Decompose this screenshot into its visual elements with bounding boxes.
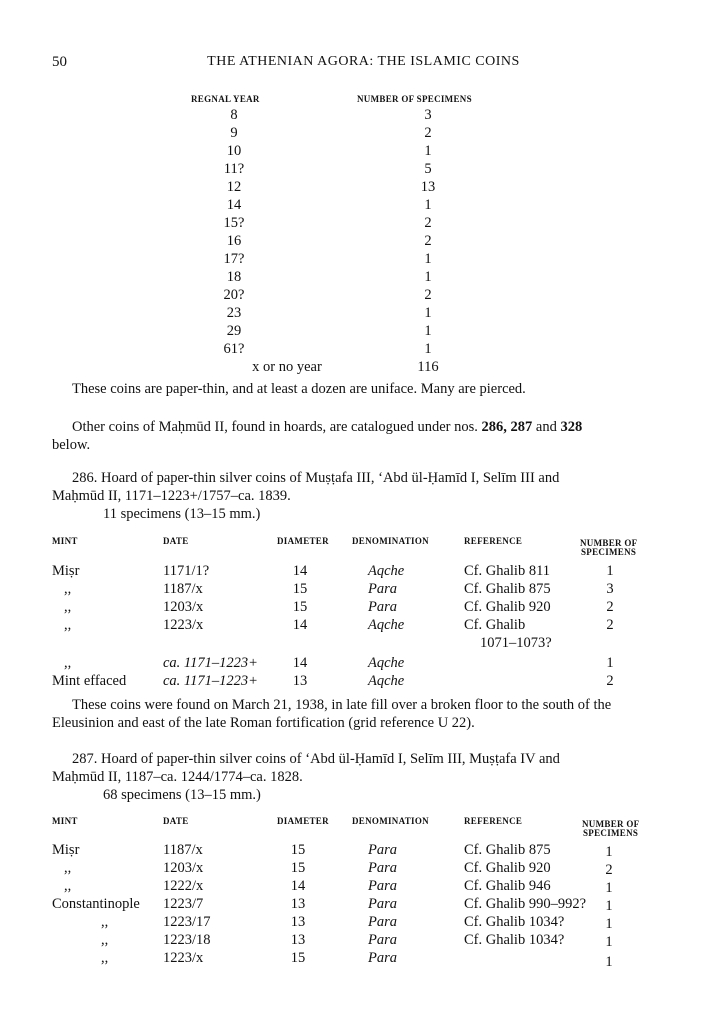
hoard-heading: 287. Hoard of paper-thin silver coins of ‘Abd ül-Ḥamīd I, Selīm III, Muṣṭafa IV and bbox=[72, 751, 560, 767]
specimen-count: 2 bbox=[424, 125, 432, 141]
table-cell-date: 1187/x bbox=[163, 581, 203, 597]
table-cell-reference: Cf. Ghalib bbox=[464, 617, 526, 633]
table-cell-date: 1223/17 bbox=[163, 914, 211, 930]
table-cell-reference-cont: 1071–1073? bbox=[480, 635, 552, 651]
table-cell-mint: Constantinople bbox=[52, 896, 140, 912]
column-header-date: DATE bbox=[163, 536, 189, 546]
regnal-year: 11? bbox=[223, 161, 245, 177]
table-cell-diameter: 15 bbox=[290, 842, 306, 858]
specimen-count: 13 bbox=[420, 179, 436, 195]
table-cell-reference: Cf. Ghalib 1034? bbox=[464, 914, 565, 930]
table-cell-denomination: Para bbox=[368, 599, 397, 615]
specimen-summary: 68 specimens (13–15 mm.) bbox=[103, 787, 261, 803]
table-cell-date: ca. 1171–1223+ bbox=[163, 655, 258, 671]
table-cell-mint: ,, bbox=[64, 655, 72, 671]
table-cell-number: 1 bbox=[605, 954, 613, 970]
table-cell-mint: ,, bbox=[64, 581, 72, 597]
running-title: THE ATHENIAN AGORA: THE ISLAMIC COINS bbox=[207, 54, 520, 69]
table-cell-number: 1 bbox=[606, 655, 614, 671]
regnal-year: 10 bbox=[226, 143, 242, 159]
table-cell-diameter: 13 bbox=[292, 673, 308, 689]
table-cell-mint: ,, bbox=[64, 599, 72, 615]
column-header-denomination: DENOMINATION bbox=[352, 816, 429, 826]
table-cell-reference: Cf. Ghalib 875 bbox=[464, 581, 551, 597]
table-cell-denomination: Para bbox=[368, 842, 397, 858]
table-cell-reference: Cf. Ghalib 1034? bbox=[464, 932, 565, 948]
column-header-specimens: SPECIMENS bbox=[583, 828, 639, 838]
table-cell-reference: Cf. Ghalib 920 bbox=[464, 599, 551, 615]
specimen-count: 1 bbox=[424, 143, 432, 159]
table-cell-date: 1171/1? bbox=[163, 563, 210, 579]
table-cell-denomination: Para bbox=[368, 950, 397, 966]
column-header-diameter: DIAMETER bbox=[277, 536, 329, 546]
table-cell-mint: ,, bbox=[101, 914, 109, 930]
column-header-reference: REFERENCE bbox=[464, 536, 523, 546]
table-cell-diameter: 15 bbox=[292, 599, 308, 615]
cross-reference-paragraph: Other coins of Maḥmūd II, found in hoards, are catalogued under nos. 286, 287 and 328 bbox=[72, 419, 583, 435]
table-cell-number: 3 bbox=[606, 581, 614, 597]
table-cell-number: 1 bbox=[605, 934, 613, 950]
table-cell-diameter: 13 bbox=[290, 896, 306, 912]
table-cell-diameter: 15 bbox=[292, 581, 308, 597]
specimen-summary: 11 specimens (13–15 mm.) bbox=[103, 506, 261, 522]
regnal-year: 29 bbox=[226, 323, 242, 339]
table-cell-reference: Cf. Ghalib 990–992? bbox=[464, 896, 587, 912]
table-cell-number: 2 bbox=[606, 673, 614, 689]
table-cell-date: 1223/x bbox=[163, 617, 204, 633]
findspot-note-cont: Eleusinion and east of the late Roman fortification (grid reference U 22). bbox=[52, 715, 475, 731]
regnal-year: 14 bbox=[226, 197, 242, 213]
specimen-count: 2 bbox=[424, 233, 432, 249]
table-cell-denomination: Aqche bbox=[368, 673, 405, 689]
table-cell-diameter: 13 bbox=[290, 914, 306, 930]
table-cell-mint: ,, bbox=[64, 617, 72, 633]
table-cell-mint: ,, bbox=[101, 932, 109, 948]
page-number: 50 bbox=[52, 54, 67, 70]
table-cell-denomination: Para bbox=[368, 896, 397, 912]
regnal-year: 16 bbox=[226, 233, 242, 249]
table-cell-number: 2 bbox=[605, 862, 613, 878]
table-cell-date: 1223/x bbox=[163, 950, 204, 966]
column-header-diameter: DIAMETER bbox=[277, 816, 329, 826]
column-header-denomination: DENOMINATION bbox=[352, 536, 429, 546]
table-cell-date: 1223/18 bbox=[163, 932, 211, 948]
table-cell-mint: Miṣr bbox=[52, 563, 80, 579]
table-cell-denomination: Aqche bbox=[368, 617, 405, 633]
specimen-count: 1 bbox=[424, 251, 432, 267]
table-cell-diameter: 15 bbox=[290, 950, 306, 966]
specimen-count: 1 bbox=[424, 269, 432, 285]
table-cell-number: 1 bbox=[605, 898, 613, 914]
specimen-count: 2 bbox=[424, 215, 432, 231]
regnal-year: 8 bbox=[230, 107, 238, 123]
findspot-note: These coins were found on March 21, 1938, in late fill over a broken floor to the south of the bbox=[72, 697, 612, 713]
table-cell-date: 1223/7 bbox=[163, 896, 204, 912]
table-cell-diameter: 14 bbox=[292, 563, 308, 579]
column-header-reference: REFERENCE bbox=[464, 816, 523, 826]
table-cell-denomination: Para bbox=[368, 581, 397, 597]
column-header-number-of-specimens: NUMBER OF SPECIMENS bbox=[357, 94, 472, 104]
column-header-number: NUMBER OF bbox=[582, 819, 640, 829]
regnal-year: 23 bbox=[226, 305, 242, 321]
cross-reference-paragraph-end: below. bbox=[52, 437, 91, 453]
table-cell-diameter: 14 bbox=[292, 617, 308, 633]
table-cell-denomination: Para bbox=[368, 878, 397, 894]
specimen-count: 116 bbox=[417, 359, 439, 375]
column-header-mint: MINT bbox=[52, 816, 78, 826]
table-cell-date: 1203/x bbox=[163, 599, 204, 615]
table-cell-date: 1203/x bbox=[163, 860, 204, 876]
table-cell-date: ca. 1171–1223+ bbox=[163, 673, 258, 689]
note-paragraph: These coins are paper-thin, and at least a dozen are uniface. Many are pierced. bbox=[72, 381, 526, 397]
table-cell-diameter: 14 bbox=[292, 655, 308, 671]
column-header-specimens: SPECIMENS bbox=[581, 547, 637, 557]
table-cell-diameter: 14 bbox=[290, 878, 306, 894]
hoard-heading-cont: Maḥmūd II, 1171–1223+/1757–ca. 1839. bbox=[52, 488, 291, 504]
table-cell-mint: Miṣr bbox=[52, 842, 80, 858]
table-cell-number: 2 bbox=[606, 599, 614, 615]
column-header-date: DATE bbox=[163, 816, 189, 826]
regnal-year: 9 bbox=[230, 125, 238, 141]
table-cell-number: 2 bbox=[606, 617, 614, 633]
regnal-year: 18 bbox=[226, 269, 242, 285]
table-cell-mint: Mint effaced bbox=[52, 673, 127, 689]
specimen-count: 5 bbox=[424, 161, 432, 177]
table-cell-reference: Cf. Ghalib 875 bbox=[464, 842, 551, 858]
specimen-count: 1 bbox=[424, 341, 432, 357]
column-header-number: NUMBER OF bbox=[580, 538, 638, 548]
regnal-year: 17? bbox=[223, 251, 245, 267]
table-cell-denomination: Aqche bbox=[368, 655, 405, 671]
table-cell-number: 1 bbox=[605, 880, 613, 896]
table-cell-diameter: 15 bbox=[290, 860, 306, 876]
column-header-mint: MINT bbox=[52, 536, 78, 546]
regnal-year: x or no year bbox=[252, 359, 322, 375]
regnal-year: 12 bbox=[226, 179, 242, 195]
regnal-year: 15? bbox=[223, 215, 245, 231]
table-cell-denomination: Para bbox=[368, 932, 397, 948]
specimen-count: 2 bbox=[424, 287, 432, 303]
table-cell-denomination: Aqche bbox=[368, 563, 405, 579]
table-cell-number: 1 bbox=[605, 844, 613, 860]
table-cell-mint: ,, bbox=[64, 860, 72, 876]
table-cell-date: 1222/x bbox=[163, 878, 204, 894]
table-cell-denomination: Para bbox=[368, 914, 397, 930]
regnal-year: 61? bbox=[223, 341, 245, 357]
specimen-count: 1 bbox=[424, 305, 432, 321]
table-cell-denomination: Para bbox=[368, 860, 397, 876]
table-cell-mint: ,, bbox=[64, 878, 72, 894]
table-cell-date: 1187/x bbox=[163, 842, 203, 858]
table-cell-reference: Cf. Ghalib 946 bbox=[464, 878, 551, 894]
table-cell-number: 1 bbox=[605, 916, 613, 932]
table-cell-mint: ,, bbox=[101, 950, 109, 966]
table-cell-number: 1 bbox=[606, 563, 614, 579]
specimen-count: 1 bbox=[424, 323, 432, 339]
table-cell-reference: Cf. Ghalib 811 bbox=[464, 563, 551, 579]
hoard-heading: 286. Hoard of paper-thin silver coins of Muṣṭafa III, ‘Abd ül-Ḥamīd I, Selīm III and bbox=[72, 470, 560, 486]
specimen-count: 1 bbox=[424, 197, 432, 213]
column-header-regnal-year: REGNAL YEAR bbox=[191, 94, 260, 104]
table-cell-diameter: 13 bbox=[290, 932, 306, 948]
regnal-year: 20? bbox=[223, 287, 245, 303]
hoard-heading-cont: Maḥmūd II, 1187–ca. 1244/1774–ca. 1828. bbox=[52, 769, 303, 785]
table-cell-reference: Cf. Ghalib 920 bbox=[464, 860, 551, 876]
specimen-count: 3 bbox=[424, 107, 432, 123]
